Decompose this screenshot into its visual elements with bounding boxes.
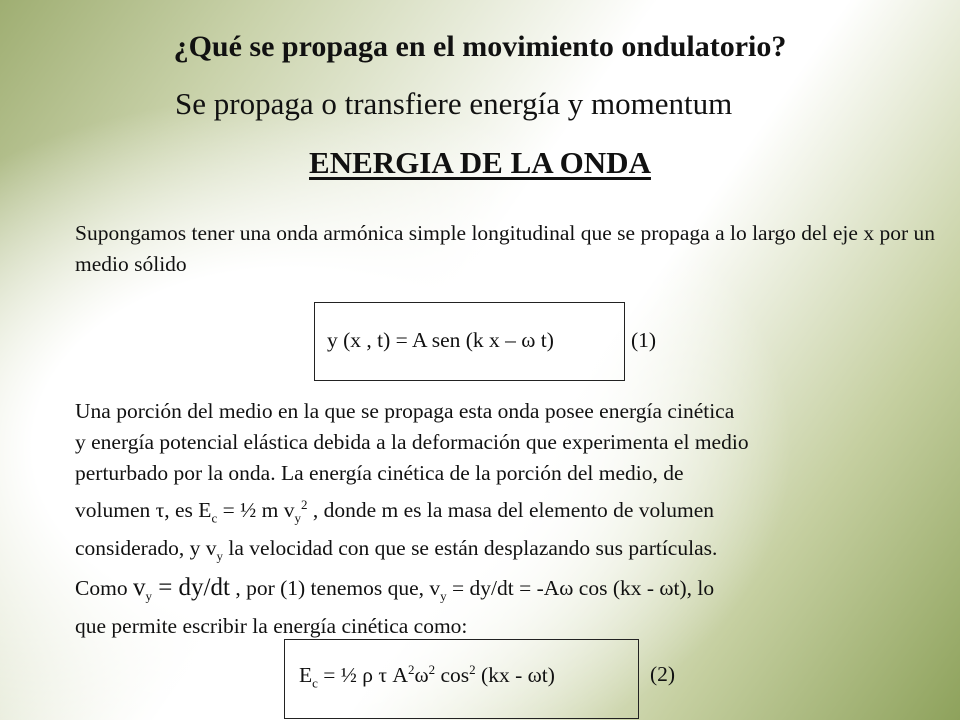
paragraph-line: y energía potencial elástica debida a la deformación que experimenta el medio: [75, 430, 749, 454]
paragraph-line: que permite escribir la energía cinética como:: [75, 614, 468, 639]
paragraph-line: Una porción del medio en la que se propaga esta onda posee energía cinética: [75, 399, 735, 423]
section-heading: ENERGIA DE LA ONDA: [309, 145, 651, 180]
intro-paragraph: Supongamos tener una onda armónica simple longitudinal que se propaga a lo largo del eje x por un medio sólido: [75, 221, 935, 276]
slide-subtitle: Se propaga o transfiere energía y momentum: [175, 86, 733, 121]
slide-title: ¿Qué se propaga en el movimiento ondulatorio?: [173, 30, 787, 63]
equation-2-number: (2): [650, 662, 676, 686]
paragraph-line: Como $v_y = dy/dt$ , por (1) tenemos que, $v_y = dy/dt = -A\omega$ cos (kx - ωt), lo: [75, 573, 715, 604]
paragraph-line: considerado, y $v_y$ la velocidad con que se están desplazando sus partículas.: [75, 536, 718, 564]
equation-2: $E_c$ = ½ ρ τ $A^2\omega^2$ $\cos^2 (kx - \omega t)$: [299, 662, 555, 691]
body-paragraph: [75, 396, 945, 642]
equation-1: y (x , t) = A sen (k x – ω t): [327, 328, 554, 352]
paragraph-line: volumen τ, es $E_c$ = ½ m $v_y^2$ , donde m es la masa del elemento de volumen: [75, 497, 715, 526]
paragraph-line: perturbado por la onda. La energía cinética de la porción del medio, de: [75, 461, 684, 485]
equation-1-number: (1): [631, 328, 657, 352]
